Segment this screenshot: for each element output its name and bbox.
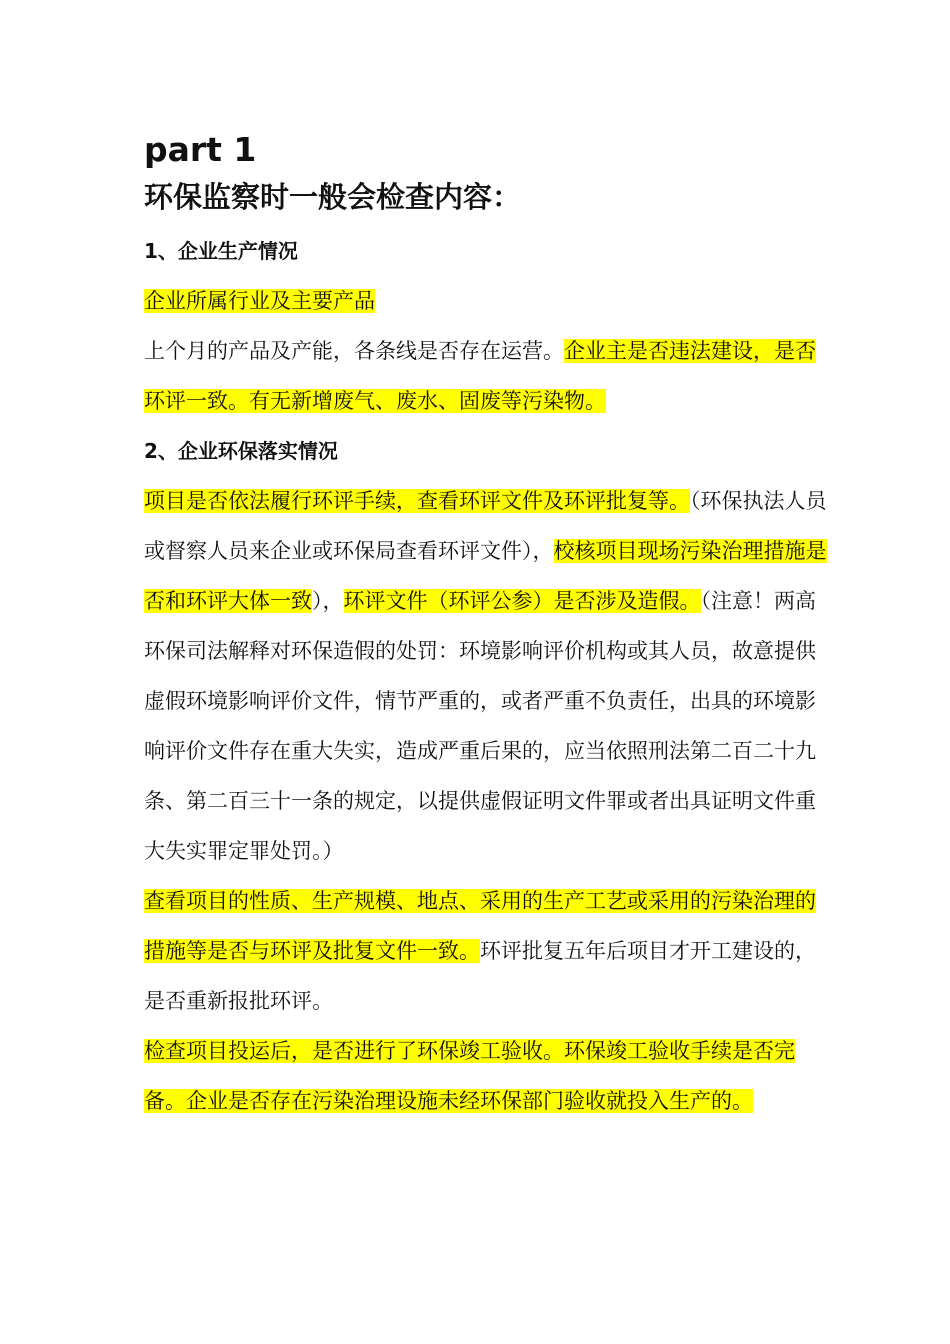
paragraph-industry (144, 276, 834, 326)
section-heading-production: 1、企业生产情况 (144, 239, 298, 263)
main-title: 环保监察时一般会检查内容： (144, 180, 522, 214)
highlight-illegal-construction: 企业主是否违法建设，是否环评一致。有无新增废气、废水、固废等污染物。 (144, 339, 816, 413)
paragraph-acceptance (144, 1026, 834, 1126)
highlight-acceptance: 检查项目投运后，是否进行了环保竣工验收。环保竣工验收手续是否完备。企业是否存在污染治理设施未经环保部门验收就投入生产的。 (144, 1039, 795, 1113)
highlight-fraud: 环评文件（环评公参）是否涉及造假。 (343, 589, 701, 613)
text-production: 上个月的产品及产能，各条线是否存在运营。 (144, 339, 564, 363)
highlight-site-measures: 校核项目现场污染治理措施是否和环评大体一致 (144, 539, 827, 613)
text-inspector-note: （环保执法人员或督察人员来企业或环保局查看环评文件）， (144, 489, 827, 563)
highlight-industry: 企业所属行业及主要产品 (144, 289, 375, 313)
text-legal-note: （注意！两高环保司法解释对环保造假的处罚：环境影响评价机构或其人员，故意提供虚假环境影响评价文件，情节严重的，或者严重不负责任，出具的环境影响评价文件存在重大失实，造成严重后果的，应当依照刑法第二百二十九条、第二百三十一条的规定，以提供虚假证明文件罪或者出具证明文件重大失实罪定罪处罚。） (144, 589, 816, 863)
text-separator: ）， (312, 589, 344, 613)
text-five-year-rule: 环评批复五年后项目才开工建设的，是否重新报批环评。 (144, 939, 816, 1013)
highlight-project-consistency: 查看项目的性质、生产规模、地点、采用的生产工艺或采用的污染治理的措施等是否与环评及批复文件一致。 (144, 889, 816, 963)
part-title: part 1 (144, 130, 257, 169)
section-heading-implementation: 2、企业环保落实情况 (144, 439, 338, 463)
paragraph-production (144, 326, 834, 426)
paragraph-project-consistency (144, 876, 834, 1026)
paragraph-eia-procedure (144, 476, 834, 876)
highlight-eia-procedure: 项目是否依法履行环评手续，查看环评文件及环评批复等。 (144, 489, 690, 513)
document-page (144, 128, 834, 1126)
